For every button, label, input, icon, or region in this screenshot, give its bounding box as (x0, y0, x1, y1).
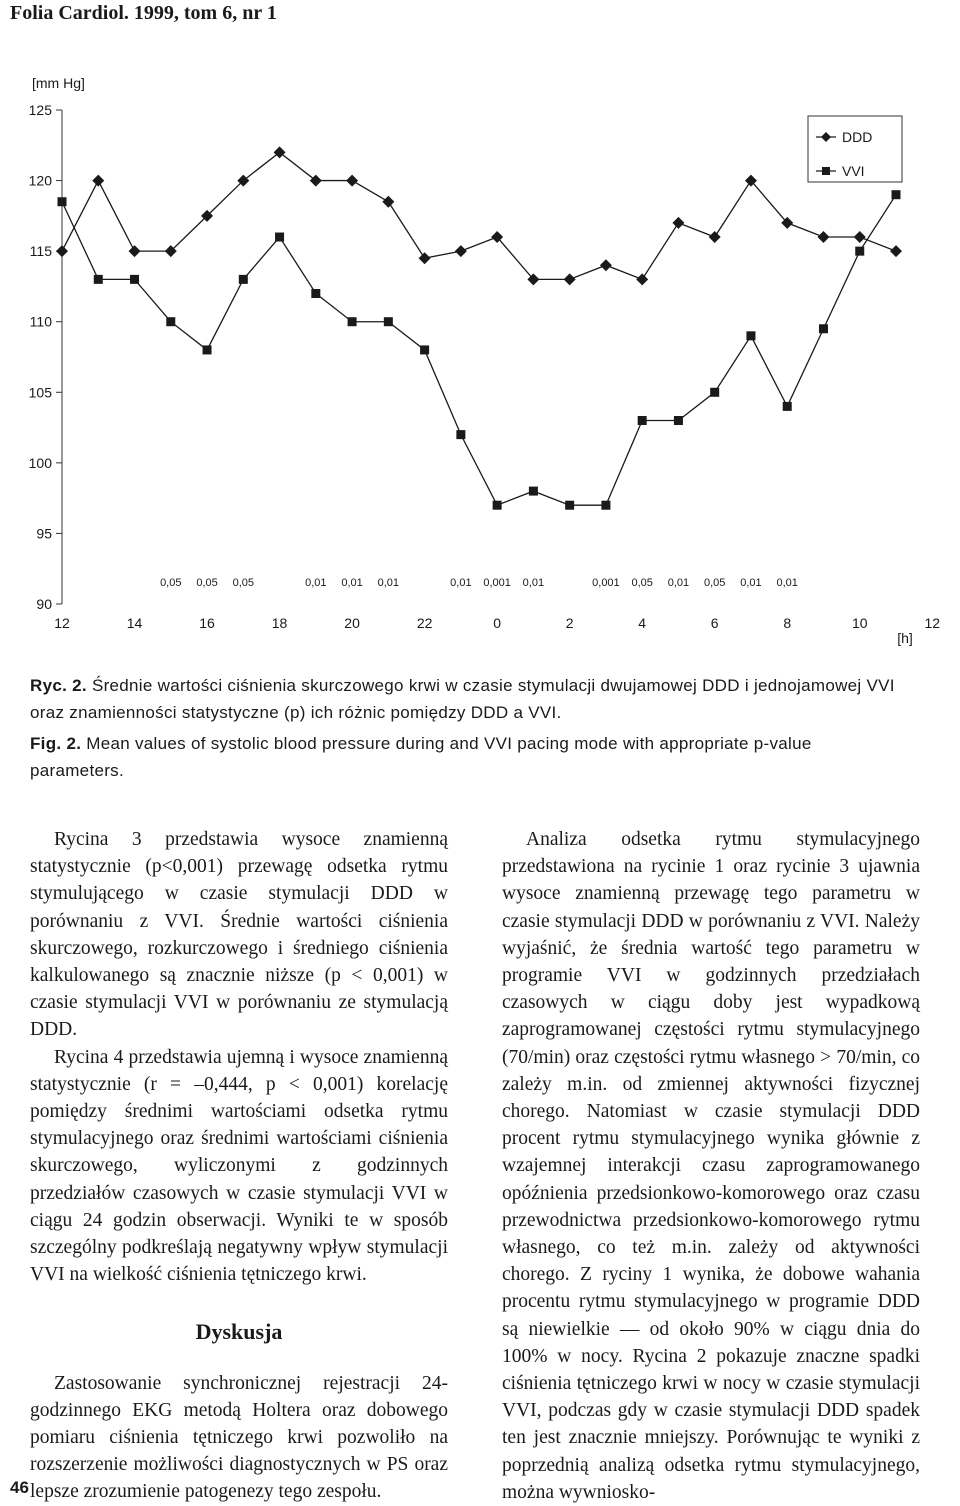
data-point-ddd (854, 231, 866, 243)
p-value-label: 0,001 (483, 577, 511, 589)
x-tick-label: 8 (783, 615, 792, 631)
data-point-ddd (92, 175, 104, 187)
data-point-vvi (166, 317, 175, 326)
caption-en-text: Mean values of systolic blood pressure during and VVI pacing mode with appropriate p-value parameters. (30, 734, 812, 780)
y-tick-label: 100 (28, 454, 52, 471)
section-heading-dyskusja: Dyskusja (195, 1319, 283, 1345)
p-value-label: 0,05 (631, 577, 653, 589)
right-paragraph-1: Analiza odsetka rytmu stymulacyjnego przedstawiona na rycinie 1 oraz rycinie 3 ujawnia wysoce znamienną przewagę tego parametru w czasie stymulacji DDD w porównaniu z VVI. Należy wyjaśnić, że średnia wartość tego parametru w programie VVI w godzinnych przedziałach czasowych w ciągu doby jest wypadkową zaprogramowanej częstości rytmu stymulacyjnego (70/min) oraz częstości rytmu własnego > 70/min, co zależy m.in. od zmiennej aktywności fizycznej chorego. Natomiast w czasie stymulacji DDD procent rytmu stymulacyjnego wynika głównie z wzajemnej interakcji czasu zaprogramowanego opóźnienia przedsionkowo-komorowego oraz czasu przewodnictwa przedsionkowo-komorowego rytmu własnego, co też m.in. zależy od aktywności chorego. Z ryciny 1 wynika, że dobowe wahania procentu rytmu stymulacyjnego w programie DDD są niewielkie — od około 90% w ciągu dnia do 100% w nocy. Rycina 2 pokazuje znaczne spadki ciśnienia tętniczego krwi w nocy w czasie stymulacji VVI, podczas gdy w czasie stymulacji DDD spadek ten jest znacznie mniejszy. Porównując te wyniki z poprzednią analizą odsetka rytmu stymulacyjnego, można wywniosko- (502, 829, 920, 1503)
p-value-label: 0,01 (450, 577, 472, 589)
data-point-vvi (601, 501, 610, 510)
data-point-ddd (419, 252, 431, 264)
data-point-ddd (564, 273, 576, 285)
legend-label-ddd: DDD (842, 129, 873, 145)
data-point-vvi (529, 487, 538, 496)
x-tick-label: 18 (271, 615, 288, 631)
legend-label-vvi: VVI (842, 163, 865, 179)
data-point-ddd (636, 273, 648, 285)
data-point-ddd (56, 245, 68, 257)
y-axis-label: [mm Hg] (32, 75, 85, 91)
figure-caption-pl (30, 672, 910, 726)
data-point-vvi (638, 416, 647, 425)
p-value-label: 0,01 (522, 577, 545, 589)
data-point-vvi (384, 317, 393, 326)
p-value-label: 0,05 (232, 577, 255, 589)
data-point-vvi (94, 275, 103, 284)
p-value-label: 0,01 (305, 577, 327, 589)
data-point-vvi (239, 275, 248, 284)
data-point-vvi (203, 345, 212, 354)
data-point-vvi (565, 501, 574, 510)
data-point-vvi (855, 247, 864, 256)
p-value-label: 0,05 (160, 577, 182, 589)
p-value-label: 0,01 (740, 577, 762, 589)
data-point-vvi (275, 233, 284, 242)
x-tick-label: 16 (199, 615, 215, 631)
p-value-label: 0,05 (703, 577, 726, 589)
y-tick-label: 115 (29, 243, 52, 260)
data-point-vvi (783, 402, 792, 411)
data-point-ddd (382, 196, 394, 208)
x-tick-label: 12 (54, 615, 70, 631)
x-tick-label: 0 (493, 615, 502, 631)
series-line-vvi (62, 195, 896, 506)
x-tick-label: 4 (638, 615, 647, 631)
data-point-ddd (709, 231, 721, 243)
data-point-ddd (310, 175, 322, 187)
data-point-vvi (892, 190, 901, 199)
data-point-ddd (274, 146, 286, 158)
page-number: 46 (10, 1478, 29, 1497)
figure-caption-en (30, 730, 910, 784)
data-point-ddd (346, 175, 358, 187)
y-tick-label: 105 (28, 384, 52, 401)
p-value-label: 0,01 (776, 577, 798, 589)
caption-pl-label: Ryc. 2. (30, 676, 87, 695)
data-point-vvi (311, 289, 320, 298)
p-value-label: 0,001 (592, 577, 620, 589)
data-point-vvi (493, 501, 502, 510)
x-tick-label: 20 (344, 615, 360, 631)
data-point-ddd (890, 245, 902, 257)
x-tick-label: 12 (924, 615, 941, 631)
data-point-ddd (129, 245, 141, 257)
data-point-vvi (819, 324, 828, 333)
p-value-label: 0,01 (341, 577, 363, 589)
journal-header: Folia Cardiol. 1999, tom 6, nr 1 (10, 2, 277, 24)
left-paragraph-3: Zastosowanie synchronicznej rejestracji 24-godzinnego EKG metodą Holtera oraz dobowego pomiaru ciśnienia tętniczego krwi pozwoliło na rozszerzenie możliwości diagnostycznych w PS oraz lepsze zrozumienie patogenezy tego zespołu. (30, 1372, 448, 1503)
x-tick-label: 22 (416, 615, 433, 631)
right-column (502, 826, 920, 1506)
left-paragraph-1: Rycina 3 przedstawia wysoce znamienną statystycznie (p<0,001) przewagę odsetka rytmu stymulującego w czasie stymulacji DDD w porównaniu z VVI. Średnie wartości ciśnienia skurczowego, rozkurczowego i średniego ciśnienia kalkulowanego są znacznie niższe (p < 0,001) w czasie stymulacji VVI w porównaniu ze stymulacją DDD. (30, 829, 448, 1041)
p-value-label: 0,01 (667, 577, 690, 589)
data-point-vvi (674, 416, 683, 425)
p-value-label: 0,01 (377, 577, 400, 589)
data-point-ddd (455, 245, 467, 257)
data-point-vvi (348, 317, 357, 326)
blood-pressure-chart (0, 60, 960, 660)
caption-en-label: Fig. 2. (30, 734, 82, 753)
left-paragraph-2: Rycina 4 przedstawia ujemną i wysoce znamienną statystycznie (r = –0,444, p < 0,001) korelację pomiędzy średnimi wartościami odsetka rytmu stymulacyjnego oraz średnimi wartościami ciśnienia skurczowego, wyliczonymi z godzinnych przedziałów czasowych w czasie stymulacji VVI w ciągu 24 godzin obserwacji. Wyniki te w sposób szczególny podkreślają negatywny wpływ stymulacji VVI na wielkość ciśnienia tętniczego krwi. (30, 1046, 448, 1286)
data-point-ddd (600, 259, 612, 271)
series-line-ddd (62, 152, 896, 279)
data-point-vvi (420, 345, 429, 354)
caption-pl-text: Średnie wartości ciśnienia skurczowego krwi w czasie stymulacji dwujamowej DDD i jednojamowej VVI oraz znamienności statystyczne (p) ich różnic pomiędzy DDD a VVI. (30, 676, 895, 722)
x-tick-label: 14 (126, 615, 143, 631)
x-tick-label: 10 (851, 615, 868, 631)
y-tick-label: 125 (28, 102, 52, 118)
x-tick-label: 6 (710, 615, 719, 631)
data-point-vvi (746, 331, 755, 340)
p-value-label: 0,05 (196, 577, 218, 589)
data-point-vvi (710, 388, 719, 397)
y-tick-label: 90 (36, 596, 52, 612)
y-tick-label: 110 (29, 313, 52, 330)
legend-marker-vvi (822, 167, 830, 175)
y-tick-label: 120 (28, 172, 52, 189)
data-point-ddd (817, 231, 829, 243)
left-column (30, 826, 448, 1506)
data-point-vvi (456, 430, 465, 439)
x-tick-label: 2 (565, 615, 574, 631)
y-tick-label: 95 (36, 525, 52, 542)
data-point-vvi (130, 275, 139, 284)
data-point-ddd (672, 217, 684, 229)
data-point-vvi (58, 197, 67, 206)
x-axis-label: [h] (897, 630, 913, 646)
